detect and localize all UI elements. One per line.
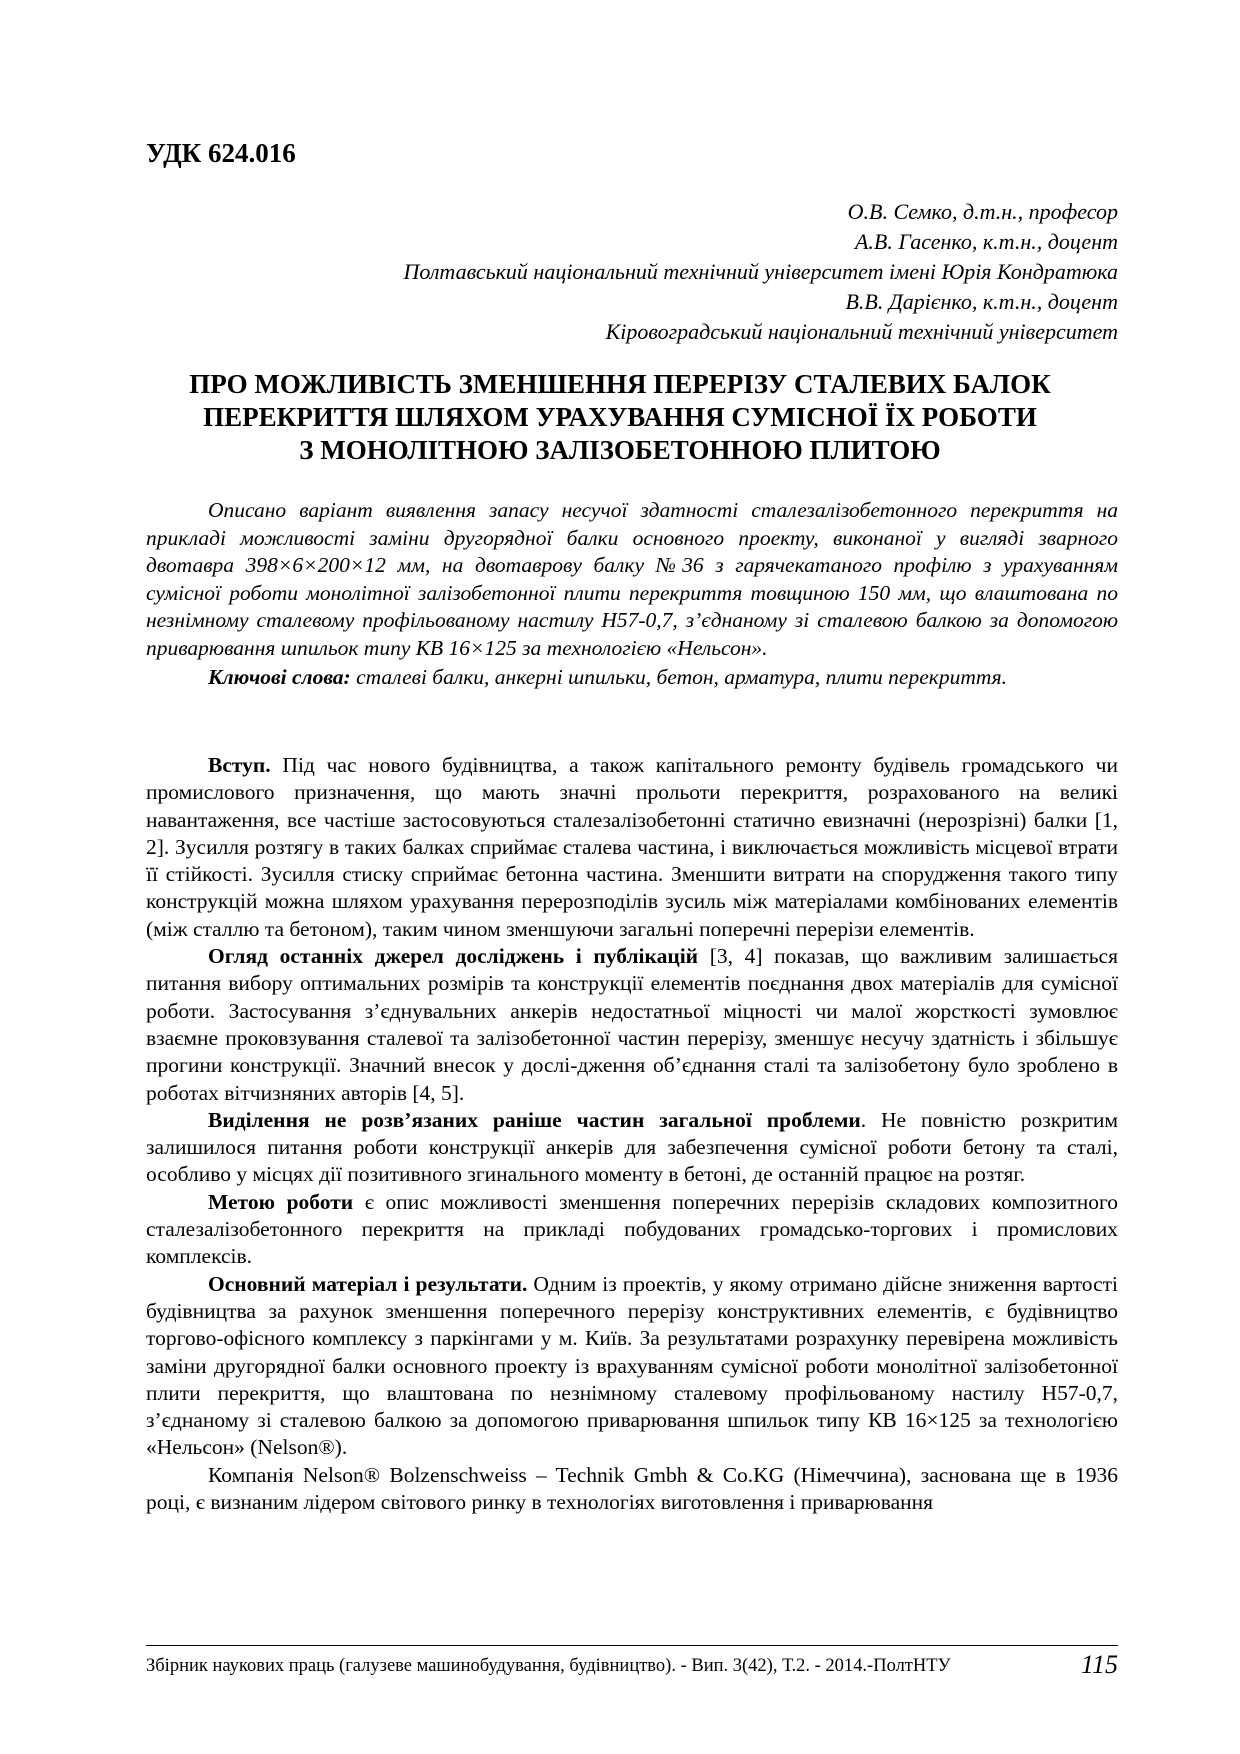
paragraph-text: Під час нового будівництва, а також капітального ремонту будівель громадського чи промислового призначення, що мають значні прольоти перекриття, розрахованого на великі навантаження, все частіше застосовуються сталезалізобетонні статично евизначні (нерозрізні) балки [1, 2]. Зусилля розтягу в таких балках сприймає сталева частина, і виключається можливість місцевої втрати її стійкості. Зусилля стиску сприймає бетонна частина. Зменшити витрати на спорудження такого типу конструкцій можна шляхом урахування перерозподілів зусиль між матеріалами комбінованих елементів (між сталлю та бетоном), таким чином зменшуючи загальні поперечні перерізи елементів. bbox=[146, 753, 1118, 941]
paragraph-heading: Метою роботи bbox=[208, 1189, 354, 1214]
authors-block bbox=[218, 197, 1118, 347]
paragraph-main-results bbox=[146, 1271, 1118, 1462]
title-line: З МОНОЛІТНОЮ ЗАЛІЗОБЕТОННОЮ ПЛИТОЮ bbox=[299, 435, 941, 465]
abstract bbox=[146, 497, 1118, 692]
footer bbox=[146, 1650, 1118, 1682]
author-line: О.В. Семко, д.т.н., професор bbox=[847, 199, 1118, 224]
paragraph-text: [3, 4] показав, що важливим залишається питання вибору оптимальних розмірів та конструкції елементів поєднання двох матеріалів для сумісної роботи. Застосування з’єднувальних анкерів недостатньої міцності чи малої жорсткості зумовлює взаємне проковзування сталевої та залізобетонної частин перерізу, зменшує несучу здатність і збільшує прогини конструкції. Значний внесок у дослі-дження об’єднання сталі та залізобетону було зроблено в роботах вітчизняних авторів [4, 5]. bbox=[146, 944, 1118, 1105]
keywords-list: сталеві балки, анкерні шпильки, бетон, арматура, плити перекриття. bbox=[350, 665, 1008, 689]
keywords bbox=[146, 664, 1118, 692]
paragraph-heading: Виділення не розв’язаних раніше частин загальної проблеми bbox=[208, 1107, 861, 1132]
paragraph-heading: Огляд останніх джерел досліджень і публікацій bbox=[208, 944, 699, 969]
paragraph-text: Компанія Nelson® Bolzenschweiss – Technik Gmbh & Co.KG (Німеччина), заснована ще в 1936 році, є визнаним лідером світового ринку в технологіях виготовлення і приварювання bbox=[146, 1462, 1118, 1515]
paragraph-nelson-company bbox=[146, 1462, 1118, 1517]
paragraph-introduction bbox=[146, 752, 1118, 943]
footer-divider bbox=[146, 1645, 1118, 1646]
title-line: ПЕРЕКРИТТЯ ШЛЯХОМ УРАХУВАННЯ СУМІСНОЇ ЇХ РОБОТИ bbox=[203, 402, 1037, 432]
paragraph-heading: Вступ. bbox=[208, 753, 271, 777]
journal-citation: Збірник наукових праць (галузеве машинобудування, будівництво). - Вип. 3(42), Т.2. - 2014.-ПолтНТУ bbox=[146, 1656, 951, 1676]
paragraph-text: . Не повністю розкритим залишилося питання роботи конструкції анкерів для забезпечення сумісної роботи бетону та сталі, особливо у місцях дії позитивного згинального моменту в бетоні, де останній працює на розтяг. bbox=[146, 1107, 1118, 1187]
author-line: А.В. Гасенко, к.т.н., доцент bbox=[854, 229, 1118, 254]
paragraph-text: Одним із проектів, у якому отримано дійсне зниження вартості будівництва за рахунок зменшення поперечного перерізу конструктивних елементів, є будівництво торгово-офісного комплексу з паркінгами у м. Київ. За результатами розрахунку перевірена можливість заміни другорядної балки основного проекту із врахуванням сумісної роботи монолітної залізобетонної плити перекриття, що влаштована по незнімному сталевому профільованому настилу Н57-0,7, з’єднаному зі сталевою балкою за допомогою приварювання шпильок типу КВ 16×125 за технологією «Нельсон» (Nelson®). bbox=[146, 1271, 1118, 1460]
udk-code: УДК 624.016 bbox=[146, 138, 296, 168]
author-line: В.В. Дарієнко, к.т.н., доцент bbox=[845, 289, 1118, 314]
paragraph-unsolved-problems bbox=[146, 1107, 1118, 1189]
page-number: 115 bbox=[1080, 1650, 1118, 1679]
body-text bbox=[146, 752, 1118, 1516]
paragraph-heading: Основний матеріал і результати. bbox=[208, 1271, 528, 1296]
keywords-label: Ключові слова: bbox=[208, 665, 351, 689]
paragraph-objective bbox=[146, 1189, 1118, 1271]
affiliation-line: Кіровоградський національний технічний університет bbox=[605, 319, 1118, 344]
title-line: ПРО МОЖЛИВІСТЬ ЗМЕНШЕННЯ ПЕРЕРІЗУ СТАЛЕВИХ БАЛОК bbox=[189, 369, 1051, 399]
abstract-text: Описано варіант виявлення запасу несучої здатності сталезалізобетонного перекриття на прикладі можливості заміни другорядної балки основного проекту, виконаної у вигляді зварного двотавра 398×6×200×12 мм, на двотаврову балку №36 з гарячекатаного профілю з урахуванням сумісної роботи монолітної залізобетонної плити перекриття товщиною 150 мм, що влаштована по незнімному сталевому профільованому настилу Н57-0,7, з’єднаному зі сталевою балкою за допомогою приварювання шпильок типу КВ 16×125 за технологією «Нельсон». bbox=[146, 498, 1118, 660]
paragraph-text: є опис можливості зменшення поперечних перерізів складових композитного сталезалізобетонного перекриття на прикладі побудованих громадсько-торгових і промислових комплексів. bbox=[146, 1189, 1118, 1269]
paragraph-literature-review bbox=[146, 943, 1118, 1107]
affiliation-line: Полтавський національний технічний університет імені Юрія Кондратюка bbox=[403, 259, 1118, 284]
paper-title bbox=[120, 368, 1120, 467]
